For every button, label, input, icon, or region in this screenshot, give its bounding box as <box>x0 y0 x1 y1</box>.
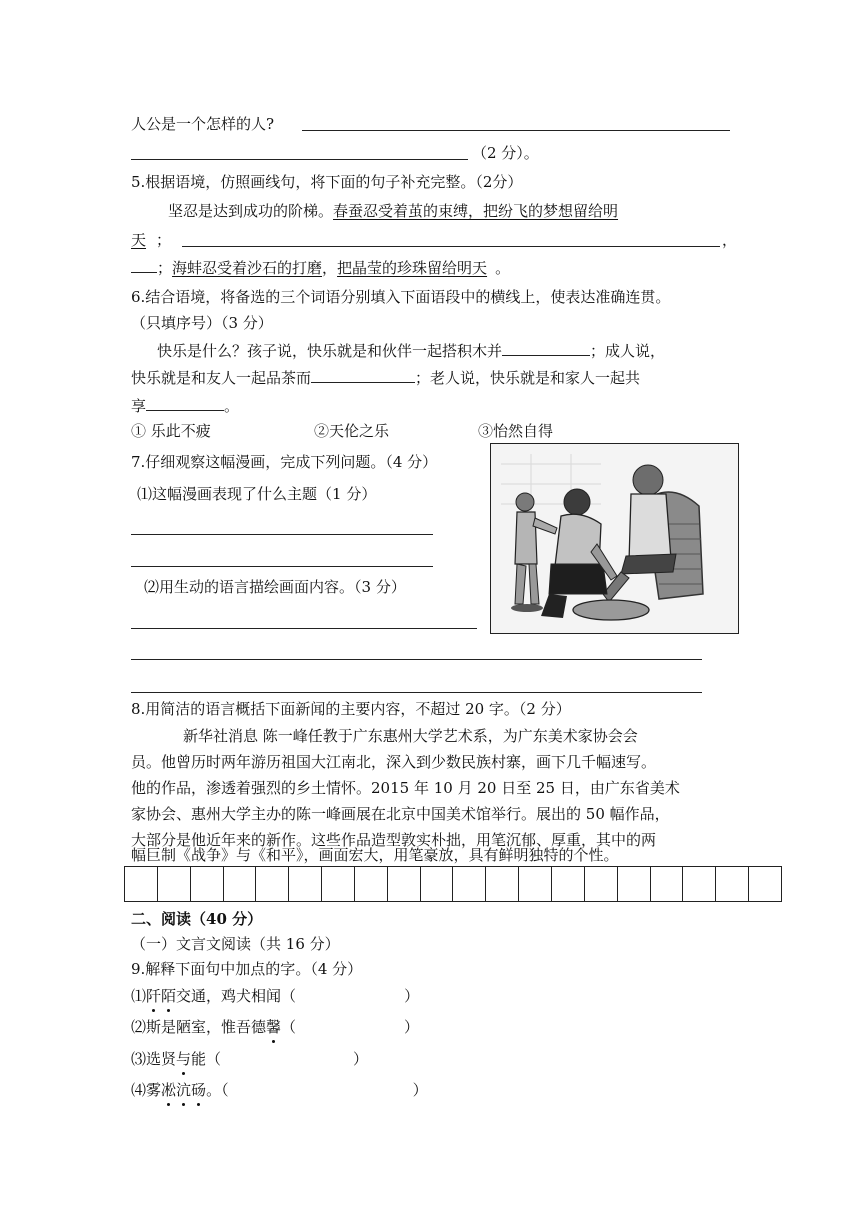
dotted-char: 沆 <box>176 1081 192 1099</box>
q6-blank-2[interactable] <box>311 368 415 383</box>
dotted-char: 凇 <box>161 1081 177 1099</box>
q5-answer-blank[interactable] <box>131 258 157 273</box>
q7-sub-2: ⑵用生动的语言描绘画面内容。（3 分） <box>144 578 406 596</box>
dotted-char: 与 <box>176 1050 192 1068</box>
q5-line1: 坚忍是达到成功的阶梯。春蚕忍受着茧的束缚，把纷飞的梦想留给明 <box>168 202 619 220</box>
grid-cell[interactable] <box>453 867 486 901</box>
q7-answer-line[interactable] <box>131 534 433 535</box>
grid-cell[interactable] <box>519 867 552 901</box>
q7-answer-line[interactable] <box>131 692 702 693</box>
grid-cell[interactable] <box>421 867 454 901</box>
q6-para-2: 快乐就是和友人一起品茶而 ；老人说，快乐就是和家人一起共 <box>131 369 641 387</box>
grid-cell[interactable] <box>716 867 749 901</box>
q7-stem: 7.仔细观察这幅漫画，完成下列问题。（4 分） <box>131 453 438 471</box>
grid-cell[interactable] <box>618 867 651 901</box>
grid-cell[interactable] <box>552 867 585 901</box>
dotted-char: 陌 <box>161 987 177 1005</box>
grid-cell[interactable] <box>158 867 191 901</box>
dotted-char: 馨 <box>266 1018 282 1036</box>
grid-cell[interactable] <box>388 867 421 901</box>
q9-item-2: ⑵斯是陋室，惟吾德馨（ ） <box>131 1018 420 1036</box>
q9-item-3: ⑶选贤与能（ ） <box>131 1050 369 1068</box>
grid-cell[interactable] <box>125 867 158 901</box>
q9-item-4: ⑷雾凇沆砀。（ ） <box>131 1081 428 1099</box>
q9-item-1: ⑴阡陌交通，鸡犬相闻（ ） <box>131 987 420 1005</box>
subsection-title: （一）文言文阅读（共 16 分） <box>131 935 340 953</box>
q6-blank-3[interactable] <box>146 396 224 411</box>
dotted-char: 砀 <box>191 1081 207 1099</box>
cartoon-image <box>490 443 739 634</box>
q6-stem: 6.结合语境，将备选的三个词语分别填入下面语段中的横线上，使表达准确连贯。 <box>131 288 671 306</box>
news-line: 大部分是他近年来的新作。这些作品造型敦实朴拙，用笔沉郁、厚重，其中的两 <box>131 831 657 849</box>
q6-para-1: 快乐是什么？孩子说，快乐就是和伙伴一起搭积木并 ；成人说， <box>157 342 666 360</box>
answer-grid[interactable] <box>124 866 782 902</box>
q5-answer-line[interactable] <box>182 246 720 247</box>
q6-option-3: ③怡然自得 <box>478 422 554 440</box>
points-label: （2 分）。 <box>472 144 539 162</box>
news-line: 幅巨制《战争》与《和平》，画面宏大，用笔豪放，具有鲜明独特的个性。 <box>131 846 619 864</box>
q5-line2: 天 ； <box>131 231 172 249</box>
q5-line3: ；海蚌忍受着沙石的打磨，把晶莹的珍珠留给明天 。 <box>131 258 510 278</box>
q5-stem: 5.根据语境，仿照画线句，将下面的句子补充完整。（2分） <box>131 173 523 191</box>
grid-cell[interactable] <box>191 867 224 901</box>
news-line: 员。他曾历时两年游历祖国大江南北，深入到少数民族村寨，画下几千幅速写。 <box>131 753 657 771</box>
answer-line[interactable] <box>131 159 468 160</box>
q7-sub-1: ⑴这幅漫画表现了什么主题（1 分） <box>137 485 377 503</box>
model-sentence: 春蚕忍受着茧的束缚，把纷飞的梦想留给明 <box>333 202 619 220</box>
q6-option-1: ① 乐此不疲 <box>131 422 211 440</box>
grid-cell[interactable] <box>355 867 388 901</box>
grid-cell[interactable] <box>224 867 257 901</box>
q6-blank-1[interactable] <box>502 341 590 356</box>
dotted-char: 阡 <box>146 987 162 1005</box>
q7-answer-line[interactable] <box>131 659 702 660</box>
section-title: 二、阅读（40 分） <box>131 910 263 928</box>
grid-cell[interactable] <box>585 867 618 901</box>
grid-cell[interactable] <box>289 867 322 901</box>
grid-cell[interactable] <box>651 867 684 901</box>
prev-question-tail: 人公是一个怎样的人? <box>131 115 275 133</box>
grid-cell[interactable] <box>683 867 716 901</box>
grid-cell[interactable] <box>256 867 289 901</box>
q7-answer-line[interactable] <box>131 566 433 567</box>
news-line: 他的作品，渗透着强烈的乡土情怀。2015 年 10 月 20 日至 25 日，由广东省美术 <box>131 779 680 797</box>
q6-option-2: ②天伦之乐 <box>314 422 390 440</box>
grid-cell[interactable] <box>486 867 519 901</box>
q8-stem: 8.用简洁的语言概括下面新闻的主要内容，不超过 20 字。（2 分） <box>131 700 571 718</box>
grid-cell[interactable] <box>749 867 781 901</box>
q7-answer-line[interactable] <box>131 628 477 629</box>
q6-para-3: 享 。 <box>131 397 240 415</box>
grid-cell[interactable] <box>322 867 355 901</box>
news-line: 新华社消息 陈一峰任教于广东惠州大学艺术系，为广东美术家协会会 <box>183 727 638 745</box>
answer-line[interactable] <box>302 130 730 131</box>
q9-stem: 9.解释下面句中加点的字。（4 分） <box>131 960 363 978</box>
news-line: 家协会、惠州大学主办的陈一峰画展在北京中国美术馆举行。展出的 50 幅作品， <box>131 805 670 823</box>
q6-stem-2: （只填序号）（3 分） <box>131 314 273 332</box>
